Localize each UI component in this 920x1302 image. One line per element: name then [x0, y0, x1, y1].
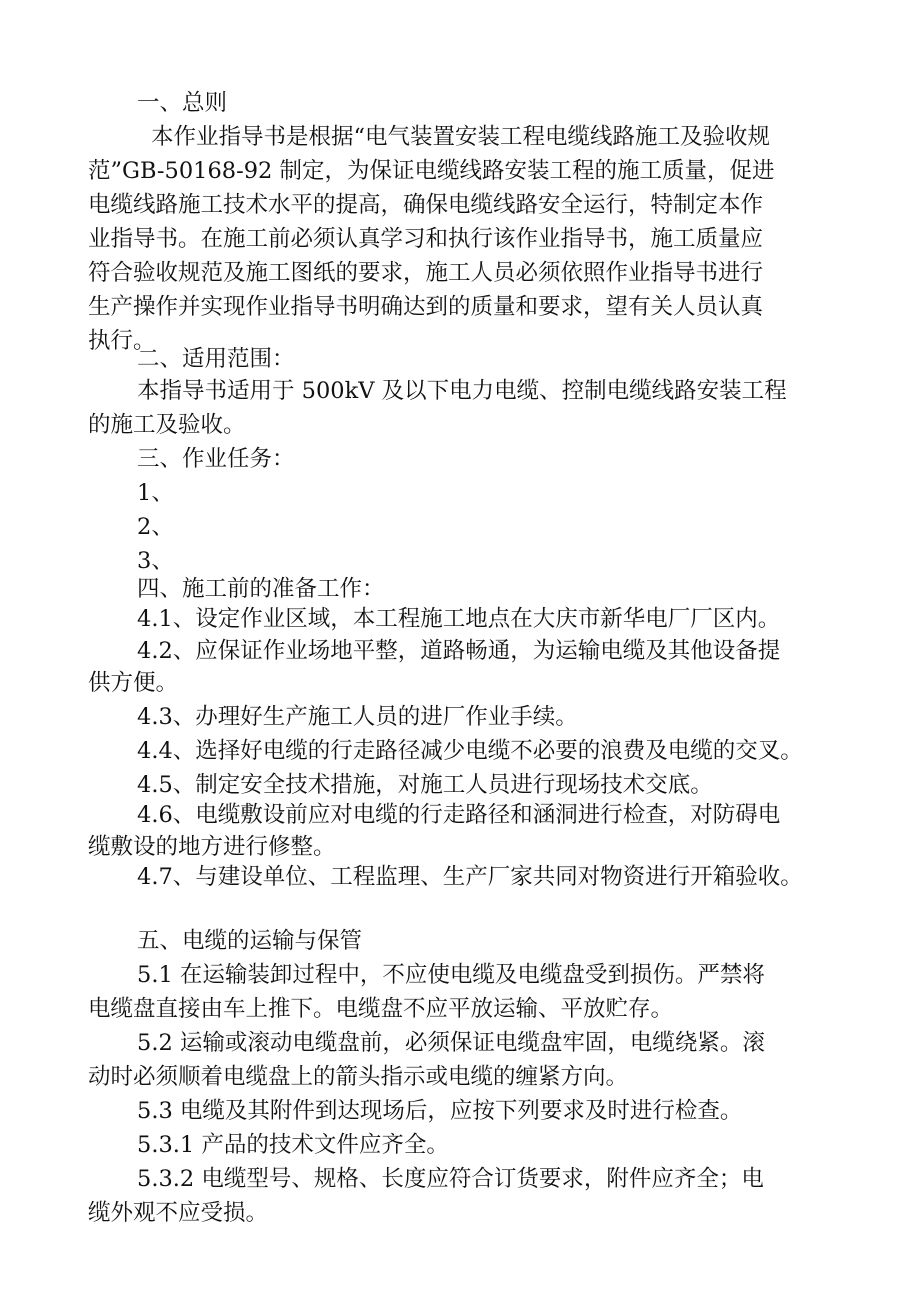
section-4-title: 四、施工前的准备工作：	[137, 576, 385, 602]
section-4-line: 供方便。	[88, 670, 179, 696]
section-1-para-line: 生产操作并实现作业指导书明确达到的质量和要求，望有关人员认真	[88, 294, 764, 320]
section-5-line: 5.3.2 电缆型号、规格、长度应符合订货要求，附件应齐全；电	[137, 1166, 764, 1192]
section-5-line: 电缆盘直接由车上推下。电缆盘不应平放运输、平放贮存。	[88, 996, 674, 1022]
section-5-line: 5.3 电缆及其附件到达现场后，应按下列要求及时进行检查。	[137, 1098, 743, 1124]
section-5-line: 5.1 在运输装卸过程中，不应使电缆及电缆盘受到损伤。严禁将	[137, 962, 765, 988]
section-1-para-line: 范”GB-50168-92 制定，为保证电缆线路安装工程的施工质量，促进	[88, 158, 775, 184]
section-5-line: 5.3.1 产品的技术文件应齐全。	[137, 1132, 449, 1158]
section-1-para-line: 执行。	[88, 328, 156, 354]
section-1-para-line: 电缆线路施工技术水平的提高，确保电缆线路安全运行，特制定本作	[88, 192, 764, 218]
section-1-title: 一、总则	[137, 90, 228, 116]
section-4-line: 4.4、选择好电缆的行走路径减少电缆不必要的浪费及电缆的交叉。	[137, 738, 803, 764]
section-5-line: 5.2 运输或滚动电缆盘前，必须保证电缆盘牢固，电缆绕紧。滚	[137, 1030, 765, 1056]
section-2-para-line: 的施工及验收。	[88, 412, 246, 438]
section-4-line: 4.7、与建设单位、工程监理、生产厂家共同对物资进行开箱验收。	[137, 864, 803, 890]
section-4-line: 4.6、电缆敷设前应对电缆的行走路径和涵洞进行检查，对防碍电	[137, 802, 781, 828]
section-5-line: 缆外观不应受损。	[88, 1200, 269, 1226]
section-2-para-line: 本指导书适用于 500kV 及以下电力电缆、控制电缆线路安装工程	[137, 378, 787, 404]
section-1-para-line: 本作业指导书是根据“电气装置安装工程电缆线路施工及验收规	[151, 124, 771, 150]
section-4-line: 4.5、制定安全技术措施，对施工人员进行现场技术交底。	[137, 772, 713, 798]
section-5-title: 五、电缆的运输与保管	[137, 928, 363, 954]
section-4-line: 4.2、应保证作业场地平整，道路畅通，为运输电缆及其他设备提	[137, 638, 781, 664]
section-4-line: 缆敷设的地方进行修整。	[88, 834, 336, 860]
section-1-para-line: 业指导书。在施工前必须认真学习和执行该作业指导书，施工质量应	[88, 226, 764, 252]
section-4-line: 4.3、办理好生产施工人员的进厂作业手续。	[137, 704, 578, 730]
section-4-line: 4.1、设定作业区域，本工程施工地点在大庆市新华电厂厂区内。	[137, 606, 781, 632]
task-item: 2、	[137, 514, 174, 540]
task-item: 3、	[137, 548, 174, 574]
section-2-title: 二、适用范围：	[137, 346, 295, 372]
section-5-line: 动时必须顺着电缆盘上的箭头指示或电缆的缠紧方向。	[88, 1064, 629, 1090]
section-3-title: 三、作业任务：	[137, 446, 295, 472]
task-item: 1、	[137, 480, 174, 506]
section-1-para-line: 符合验收规范及施工图纸的要求，施工人员必须依照作业指导书进行	[88, 260, 764, 286]
